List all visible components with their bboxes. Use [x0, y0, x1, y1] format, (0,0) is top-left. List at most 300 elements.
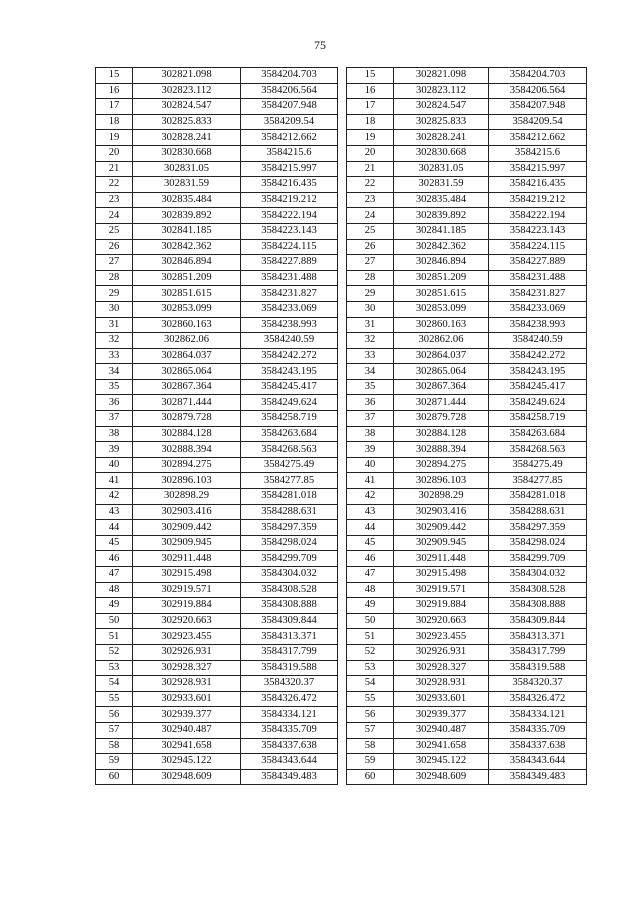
- coordinates-table-right: [346, 67, 587, 785]
- x-coordinate-cell: 302823.112: [394, 83, 489, 99]
- x-coordinate-cell: 302940.487: [133, 722, 241, 738]
- x-coordinate-cell: 302842.362: [133, 239, 241, 255]
- x-coordinate-cell: 302941.658: [394, 738, 489, 754]
- point-number-cell: 49: [96, 598, 133, 614]
- y-coordinate-cell: 3584313.371: [489, 629, 587, 645]
- x-coordinate-cell: 302860.163: [394, 317, 489, 333]
- table-row: [96, 270, 338, 286]
- point-number-cell: 17: [347, 99, 394, 115]
- point-number-cell: 19: [96, 130, 133, 146]
- table-row: [347, 286, 587, 302]
- y-coordinate-cell: 3584334.121: [489, 707, 587, 723]
- x-coordinate-cell: 302896.103: [133, 473, 241, 489]
- x-coordinate-cell: 302860.163: [133, 317, 241, 333]
- point-number-cell: 34: [96, 364, 133, 380]
- table-row: [347, 270, 587, 286]
- point-number-cell: 43: [347, 504, 394, 520]
- x-coordinate-cell: 302909.945: [133, 535, 241, 551]
- table-row: [347, 255, 587, 271]
- point-number-cell: 32: [347, 333, 394, 349]
- table-row: [96, 489, 338, 505]
- x-coordinate-cell: 302928.327: [394, 660, 489, 676]
- x-coordinate-cell: 302919.571: [394, 582, 489, 598]
- table-row: [96, 255, 338, 271]
- point-number-cell: 47: [96, 567, 133, 583]
- table-row: [347, 114, 587, 130]
- x-coordinate-cell: 302839.892: [133, 208, 241, 224]
- table-row: [96, 582, 338, 598]
- point-number-cell: 39: [347, 442, 394, 458]
- y-coordinate-cell: 3584268.563: [241, 442, 338, 458]
- y-coordinate-cell: 3584243.195: [489, 364, 587, 380]
- x-coordinate-cell: 302884.128: [394, 426, 489, 442]
- point-number-cell: 55: [347, 691, 394, 707]
- point-number-cell: 30: [96, 301, 133, 317]
- x-coordinate-cell: 302846.894: [394, 255, 489, 271]
- x-coordinate-cell: 302831.59: [133, 177, 241, 193]
- table-row: [347, 208, 587, 224]
- y-coordinate-cell: 3584233.069: [241, 301, 338, 317]
- y-coordinate-cell: 3584349.483: [489, 769, 587, 785]
- table-row: [347, 99, 587, 115]
- point-number-cell: 37: [96, 411, 133, 427]
- y-coordinate-cell: 3584245.417: [489, 379, 587, 395]
- x-coordinate-cell: 302842.362: [394, 239, 489, 255]
- x-coordinate-cell: 302939.377: [133, 707, 241, 723]
- x-coordinate-cell: 302896.103: [394, 473, 489, 489]
- point-number-cell: 52: [347, 644, 394, 660]
- table-row: [96, 660, 338, 676]
- table-row: [96, 551, 338, 567]
- y-coordinate-cell: 3584277.85: [489, 473, 587, 489]
- x-coordinate-cell: 302909.945: [394, 535, 489, 551]
- y-coordinate-cell: 3584277.85: [241, 473, 338, 489]
- y-coordinate-cell: 3584326.472: [489, 691, 587, 707]
- point-number-cell: 51: [96, 629, 133, 645]
- point-number-cell: 50: [96, 613, 133, 629]
- point-number-cell: 24: [96, 208, 133, 224]
- y-coordinate-cell: 3584224.115: [489, 239, 587, 255]
- point-number-cell: 59: [347, 754, 394, 770]
- x-coordinate-cell: 302915.498: [133, 567, 241, 583]
- x-coordinate-cell: 302948.609: [133, 769, 241, 785]
- table-row: [96, 676, 338, 692]
- table-row: [347, 395, 587, 411]
- point-number-cell: 23: [96, 192, 133, 208]
- coordinates-table-left: [95, 67, 338, 785]
- table-row: [347, 192, 587, 208]
- y-coordinate-cell: 3584222.194: [241, 208, 338, 224]
- table-row: [96, 333, 338, 349]
- x-coordinate-cell: 302831.05: [394, 161, 489, 177]
- table-row: [96, 567, 338, 583]
- point-number-cell: 30: [347, 301, 394, 317]
- y-coordinate-cell: 3584238.993: [489, 317, 587, 333]
- y-coordinate-cell: 3584319.588: [489, 660, 587, 676]
- point-number-cell: 42: [96, 489, 133, 505]
- y-coordinate-cell: 3584298.024: [241, 535, 338, 551]
- table-row: [347, 239, 587, 255]
- y-coordinate-cell: 3584349.483: [241, 769, 338, 785]
- x-coordinate-cell: 302920.663: [133, 613, 241, 629]
- point-number-cell: 54: [347, 676, 394, 692]
- point-number-cell: 53: [96, 660, 133, 676]
- x-coordinate-cell: 302867.364: [133, 379, 241, 395]
- point-number-cell: 38: [347, 426, 394, 442]
- y-coordinate-cell: 3584249.624: [241, 395, 338, 411]
- y-coordinate-cell: 3584207.948: [489, 99, 587, 115]
- table-row: [96, 317, 338, 333]
- table-row: [347, 613, 587, 629]
- x-coordinate-cell: 302923.455: [394, 629, 489, 645]
- y-coordinate-cell: 3584317.799: [489, 644, 587, 660]
- y-coordinate-cell: 3584209.54: [489, 114, 587, 130]
- x-coordinate-cell: 302825.833: [394, 114, 489, 130]
- table-row: [96, 535, 338, 551]
- point-number-cell: 55: [96, 691, 133, 707]
- table-row: [96, 473, 338, 489]
- y-coordinate-cell: 3584204.703: [489, 68, 587, 84]
- x-coordinate-cell: 302867.364: [394, 379, 489, 395]
- x-coordinate-cell: 302941.658: [133, 738, 241, 754]
- y-coordinate-cell: 3584337.638: [241, 738, 338, 754]
- table-row: [96, 769, 338, 785]
- y-coordinate-cell: 3584242.272: [241, 348, 338, 364]
- x-coordinate-cell: 302879.728: [394, 411, 489, 427]
- x-coordinate-cell: 302821.098: [394, 68, 489, 84]
- table-row: [96, 629, 338, 645]
- point-number-cell: 58: [96, 738, 133, 754]
- point-number-cell: 19: [347, 130, 394, 146]
- point-number-cell: 28: [347, 270, 394, 286]
- y-coordinate-cell: 3584227.889: [241, 255, 338, 271]
- x-coordinate-cell: 302831.05: [133, 161, 241, 177]
- x-coordinate-cell: 302879.728: [133, 411, 241, 427]
- point-number-cell: 20: [96, 145, 133, 161]
- y-coordinate-cell: 3584281.018: [241, 489, 338, 505]
- x-coordinate-cell: 302945.122: [133, 754, 241, 770]
- point-number-cell: 16: [347, 83, 394, 99]
- y-coordinate-cell: 3584215.997: [241, 161, 338, 177]
- table-row: [347, 738, 587, 754]
- y-coordinate-cell: 3584231.827: [489, 286, 587, 302]
- y-coordinate-cell: 3584281.018: [489, 489, 587, 505]
- table-row: [347, 598, 587, 614]
- y-coordinate-cell: 3584206.564: [241, 83, 338, 99]
- table-row: [96, 348, 338, 364]
- table-row: [96, 426, 338, 442]
- table-body-right: [347, 68, 587, 785]
- table-row: [96, 130, 338, 146]
- table-row: [96, 208, 338, 224]
- y-coordinate-cell: 3584227.889: [489, 255, 587, 271]
- point-number-cell: 31: [96, 317, 133, 333]
- point-number-cell: 18: [96, 114, 133, 130]
- table-row: [347, 457, 587, 473]
- point-number-cell: 16: [96, 83, 133, 99]
- point-number-cell: 42: [347, 489, 394, 505]
- x-coordinate-cell: 302919.884: [394, 598, 489, 614]
- table-row: [347, 707, 587, 723]
- y-coordinate-cell: 3584326.472: [241, 691, 338, 707]
- y-coordinate-cell: 3584216.435: [241, 177, 338, 193]
- table-row: [96, 223, 338, 239]
- y-coordinate-cell: 3584215.997: [489, 161, 587, 177]
- x-coordinate-cell: 302948.609: [394, 769, 489, 785]
- y-coordinate-cell: 3584268.563: [489, 442, 587, 458]
- x-coordinate-cell: 302839.892: [394, 208, 489, 224]
- x-coordinate-cell: 302871.444: [394, 395, 489, 411]
- point-number-cell: 57: [96, 722, 133, 738]
- x-coordinate-cell: 302865.064: [133, 364, 241, 380]
- x-coordinate-cell: 302851.615: [133, 286, 241, 302]
- table-row: [347, 301, 587, 317]
- table-row: [347, 629, 587, 645]
- y-coordinate-cell: 3584319.588: [241, 660, 338, 676]
- point-number-cell: 54: [96, 676, 133, 692]
- table-row: [347, 348, 587, 364]
- table-row: [96, 114, 338, 130]
- point-number-cell: 37: [347, 411, 394, 427]
- table-row: [347, 691, 587, 707]
- x-coordinate-cell: 302923.455: [133, 629, 241, 645]
- y-coordinate-cell: 3584245.417: [241, 379, 338, 395]
- y-coordinate-cell: 3584243.195: [241, 364, 338, 380]
- point-number-cell: 40: [347, 457, 394, 473]
- point-number-cell: 53: [347, 660, 394, 676]
- table-row: [96, 707, 338, 723]
- table-row: [347, 379, 587, 395]
- x-coordinate-cell: 302928.931: [394, 676, 489, 692]
- table-row: [347, 660, 587, 676]
- point-number-cell: 48: [347, 582, 394, 598]
- table-row: [96, 192, 338, 208]
- table-row: [96, 644, 338, 660]
- y-coordinate-cell: 3584308.528: [489, 582, 587, 598]
- table-row: [347, 754, 587, 770]
- y-coordinate-cell: 3584320.37: [241, 676, 338, 692]
- table-row: [96, 286, 338, 302]
- table-row: [347, 68, 587, 84]
- y-coordinate-cell: 3584337.638: [489, 738, 587, 754]
- y-coordinate-cell: 3584249.624: [489, 395, 587, 411]
- table-row: [347, 333, 587, 349]
- x-coordinate-cell: 302926.931: [394, 644, 489, 660]
- x-coordinate-cell: 302945.122: [394, 754, 489, 770]
- y-coordinate-cell: 3584263.684: [489, 426, 587, 442]
- y-coordinate-cell: 3584343.644: [241, 754, 338, 770]
- y-coordinate-cell: 3584242.272: [489, 348, 587, 364]
- y-coordinate-cell: 3584223.143: [489, 223, 587, 239]
- x-coordinate-cell: 302821.098: [133, 68, 241, 84]
- point-number-cell: 56: [347, 707, 394, 723]
- table-row: [96, 301, 338, 317]
- x-coordinate-cell: 302841.185: [394, 223, 489, 239]
- point-number-cell: 27: [347, 255, 394, 271]
- x-coordinate-cell: 302871.444: [133, 395, 241, 411]
- x-coordinate-cell: 302851.615: [394, 286, 489, 302]
- point-number-cell: 49: [347, 598, 394, 614]
- table-row: [96, 520, 338, 536]
- point-number-cell: 51: [347, 629, 394, 645]
- point-number-cell: 15: [96, 68, 133, 84]
- x-coordinate-cell: 302846.894: [133, 255, 241, 271]
- point-number-cell: 56: [96, 707, 133, 723]
- point-number-cell: 34: [347, 364, 394, 380]
- y-coordinate-cell: 3584288.631: [489, 504, 587, 520]
- y-coordinate-cell: 3584317.799: [241, 644, 338, 660]
- y-coordinate-cell: 3584209.54: [241, 114, 338, 130]
- x-coordinate-cell: 302888.394: [133, 442, 241, 458]
- table-row: [347, 317, 587, 333]
- point-number-cell: 17: [96, 99, 133, 115]
- table-body-left: [96, 68, 338, 785]
- x-coordinate-cell: 302903.416: [394, 504, 489, 520]
- x-coordinate-cell: 302933.601: [133, 691, 241, 707]
- point-number-cell: 59: [96, 754, 133, 770]
- table-row: [347, 177, 587, 193]
- x-coordinate-cell: 302894.275: [394, 457, 489, 473]
- table-row: [347, 644, 587, 660]
- table-row: [96, 738, 338, 754]
- y-coordinate-cell: 3584240.59: [489, 333, 587, 349]
- point-number-cell: 45: [96, 535, 133, 551]
- x-coordinate-cell: 302853.099: [133, 301, 241, 317]
- point-number-cell: 35: [347, 379, 394, 395]
- x-coordinate-cell: 302926.931: [133, 644, 241, 660]
- table-row: [96, 379, 338, 395]
- point-number-cell: 45: [347, 535, 394, 551]
- point-number-cell: 28: [96, 270, 133, 286]
- point-number-cell: 26: [347, 239, 394, 255]
- x-coordinate-cell: 302853.099: [394, 301, 489, 317]
- y-coordinate-cell: 3584335.709: [489, 722, 587, 738]
- table-row: [96, 722, 338, 738]
- point-number-cell: 31: [347, 317, 394, 333]
- x-coordinate-cell: 302933.601: [394, 691, 489, 707]
- y-coordinate-cell: 3584219.212: [241, 192, 338, 208]
- x-coordinate-cell: 302909.442: [133, 520, 241, 536]
- y-coordinate-cell: 3584308.528: [241, 582, 338, 598]
- y-coordinate-cell: 3584231.827: [241, 286, 338, 302]
- y-coordinate-cell: 3584258.719: [241, 411, 338, 427]
- table-row: [347, 769, 587, 785]
- x-coordinate-cell: 302909.442: [394, 520, 489, 536]
- x-coordinate-cell: 302831.59: [394, 177, 489, 193]
- table-row: [96, 754, 338, 770]
- point-number-cell: 52: [96, 644, 133, 660]
- point-number-cell: 44: [96, 520, 133, 536]
- point-number-cell: 43: [96, 504, 133, 520]
- point-number-cell: 46: [96, 551, 133, 567]
- x-coordinate-cell: 302828.241: [394, 130, 489, 146]
- table-row: [96, 613, 338, 629]
- point-number-cell: 29: [347, 286, 394, 302]
- point-number-cell: 41: [347, 473, 394, 489]
- point-number-cell: 41: [96, 473, 133, 489]
- point-number-cell: 40: [96, 457, 133, 473]
- point-number-cell: 25: [96, 223, 133, 239]
- x-coordinate-cell: 302851.209: [394, 270, 489, 286]
- point-number-cell: 21: [96, 161, 133, 177]
- x-coordinate-cell: 302862.06: [394, 333, 489, 349]
- point-number-cell: 18: [347, 114, 394, 130]
- y-coordinate-cell: 3584238.993: [241, 317, 338, 333]
- point-number-cell: 47: [347, 567, 394, 583]
- y-coordinate-cell: 3584313.371: [241, 629, 338, 645]
- table-row: [347, 489, 587, 505]
- point-number-cell: 44: [347, 520, 394, 536]
- table-row: [347, 364, 587, 380]
- x-coordinate-cell: 302830.668: [394, 145, 489, 161]
- y-coordinate-cell: 3584212.662: [489, 130, 587, 146]
- x-coordinate-cell: 302828.241: [133, 130, 241, 146]
- y-coordinate-cell: 3584308.888: [489, 598, 587, 614]
- y-coordinate-cell: 3584298.024: [489, 535, 587, 551]
- y-coordinate-cell: 3584343.644: [489, 754, 587, 770]
- table-row: [347, 130, 587, 146]
- y-coordinate-cell: 3584304.032: [241, 567, 338, 583]
- y-coordinate-cell: 3584219.212: [489, 192, 587, 208]
- point-number-cell: 22: [347, 177, 394, 193]
- y-coordinate-cell: 3584258.719: [489, 411, 587, 427]
- y-coordinate-cell: 3584275.49: [241, 457, 338, 473]
- point-number-cell: 24: [347, 208, 394, 224]
- table-row: [347, 223, 587, 239]
- table-row: [347, 145, 587, 161]
- point-number-cell: 21: [347, 161, 394, 177]
- x-coordinate-cell: 302898.29: [133, 489, 241, 505]
- point-number-cell: 36: [96, 395, 133, 411]
- page-number: 75: [314, 38, 326, 52]
- table-row: [96, 145, 338, 161]
- y-coordinate-cell: 3584215.6: [489, 145, 587, 161]
- x-coordinate-cell: 302864.037: [394, 348, 489, 364]
- point-number-cell: 60: [347, 769, 394, 785]
- table-row: [96, 442, 338, 458]
- point-number-cell: 35: [96, 379, 133, 395]
- point-number-cell: 32: [96, 333, 133, 349]
- x-coordinate-cell: 302864.037: [133, 348, 241, 364]
- point-number-cell: 33: [96, 348, 133, 364]
- y-coordinate-cell: 3584299.709: [241, 551, 338, 567]
- y-coordinate-cell: 3584297.359: [241, 520, 338, 536]
- point-number-cell: 58: [347, 738, 394, 754]
- x-coordinate-cell: 302884.128: [133, 426, 241, 442]
- point-number-cell: 26: [96, 239, 133, 255]
- x-coordinate-cell: 302939.377: [394, 707, 489, 723]
- y-coordinate-cell: 3584206.564: [489, 83, 587, 99]
- table-row: [347, 520, 587, 536]
- x-coordinate-cell: 302835.484: [133, 192, 241, 208]
- table-row: [96, 99, 338, 115]
- point-number-cell: 33: [347, 348, 394, 364]
- table-row: [96, 691, 338, 707]
- y-coordinate-cell: 3584222.194: [489, 208, 587, 224]
- x-coordinate-cell: 302835.484: [394, 192, 489, 208]
- table-row: [347, 442, 587, 458]
- table-row: [96, 457, 338, 473]
- x-coordinate-cell: 302865.064: [394, 364, 489, 380]
- x-coordinate-cell: 302825.833: [133, 114, 241, 130]
- table-row: [347, 551, 587, 567]
- point-number-cell: 46: [347, 551, 394, 567]
- y-coordinate-cell: 3584309.844: [489, 613, 587, 629]
- point-number-cell: 39: [96, 442, 133, 458]
- y-coordinate-cell: 3584335.709: [241, 722, 338, 738]
- table-row: [347, 567, 587, 583]
- x-coordinate-cell: 302911.448: [394, 551, 489, 567]
